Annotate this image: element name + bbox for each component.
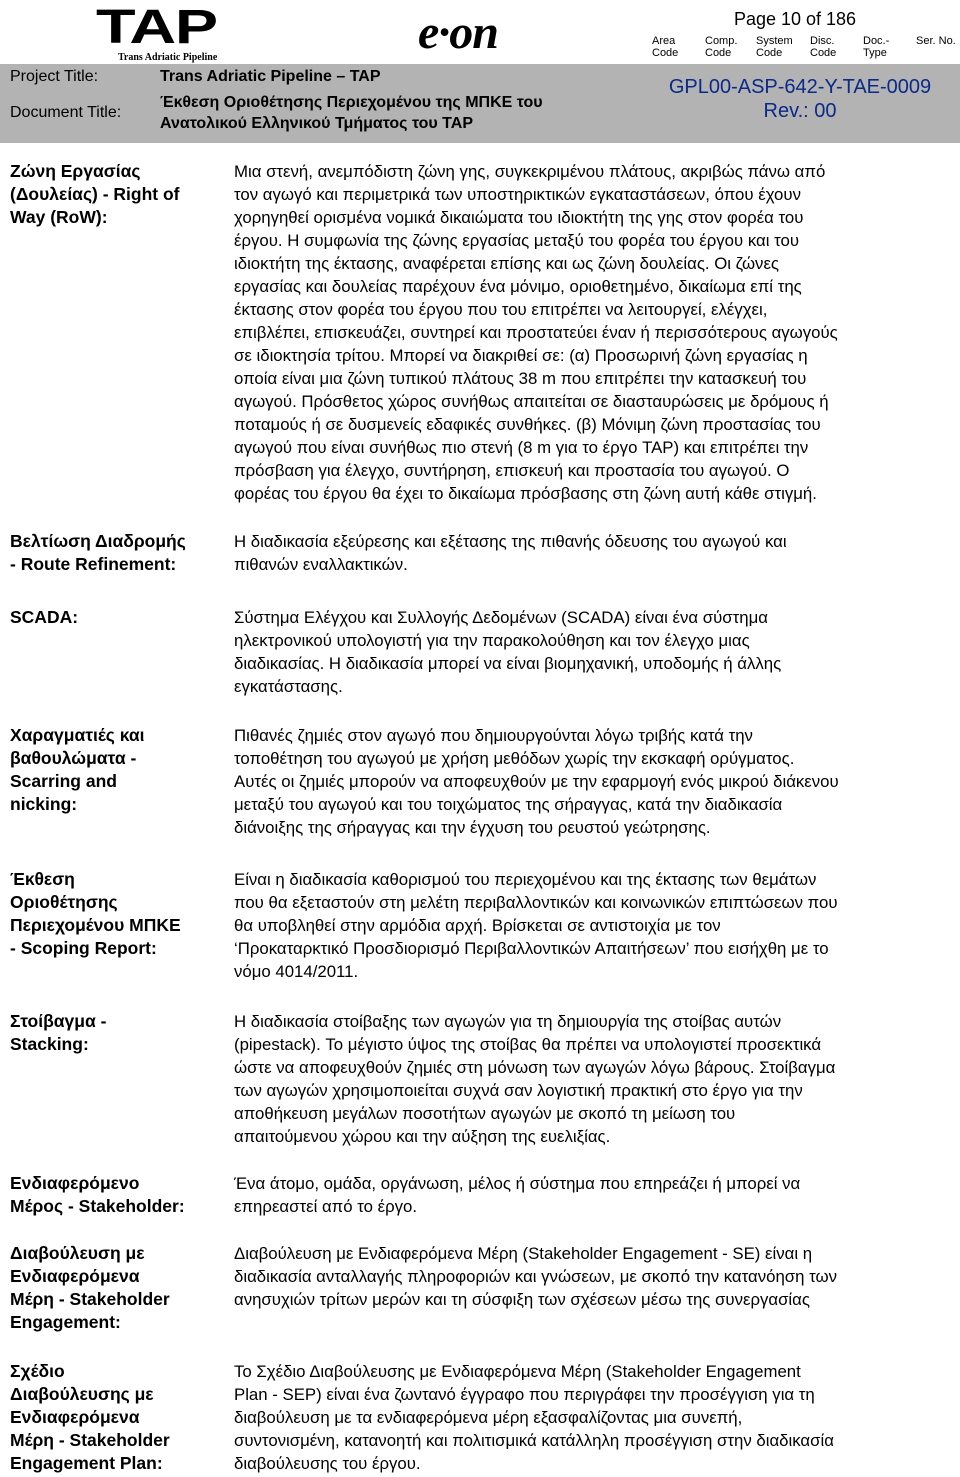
- term-line: Έκθεση: [10, 869, 75, 889]
- term-line: Βελτίωση Διαδρομής: [10, 531, 186, 551]
- glossary-definition: [234, 724, 958, 839]
- term-line: βαθουλώματα -: [10, 748, 137, 768]
- definition-line: που θα εξεταστούν στη μελέτη περιβαλλοντικών και κοινωνικών επιπτώσεων που: [234, 893, 838, 912]
- definition-line: Μια στενή, ανεμπόδιστη ζώνη γης, συγκεκριμένου πλάτους, ακριβώς πάνω από: [234, 162, 826, 181]
- term-line: Οριοθέτησης: [10, 892, 118, 912]
- definition-line: διαδικασία ανταλλαγής πληροφοριών και γνώσεων, με σκοπό την κατανόηση των: [234, 1267, 838, 1286]
- glossary-term: [10, 868, 222, 960]
- definition-line: αγωγού που είναι συνήθως πιο στενή (8 m για το έργο TAP) και επιτρέπει την: [234, 438, 809, 457]
- definition-line: τον αγωγό και περιμετρικά των υποστηρικτικών εγκαταστάσεων, όπου έχουν: [234, 185, 801, 204]
- term-line: Ενδιαφερόμενο: [10, 1173, 140, 1193]
- definition-line: χορηγηθεί ορισμένα νομικά δικαιώματα του ιδιοκτήτη της γης στον φορέα του: [234, 208, 804, 227]
- term-line: Χαραγματιές και: [10, 725, 145, 745]
- definition-line: ποταμούς ή σε δυσμενείς εδαφικές συνθήκες. (β) Μόνιμη ζώνη προστασίας του: [234, 415, 821, 434]
- code-system: System Code: [756, 35, 793, 59]
- code-area: Area Code: [652, 35, 679, 59]
- definition-line: φορέας του έργου θα έχει το δικαίωμα πρόσβασης στη ζώνη αυτή κάθε στιγμή.: [234, 484, 817, 503]
- definition-line: εργασίας και δουλείας παρέχουν ένα μόνιμο, οριοθετημένο, δικαίωμα επί της: [234, 277, 802, 296]
- glossary-term: [10, 530, 222, 576]
- term-line: Μέρη - Stakeholder: [10, 1430, 170, 1450]
- glossary-definition: [234, 1242, 958, 1311]
- definition-line: Σύστημα Ελέγχου και Συλλογής Δεδομένων (SCADA) είναι ένα σύστημα: [234, 608, 768, 627]
- revision-number: Rev.: 00: [763, 100, 837, 122]
- glossary-definition: [234, 1360, 958, 1475]
- glossary-term: [10, 1242, 222, 1334]
- eon-logo: e·on: [418, 6, 498, 59]
- definition-line: Plan - SEP) είναι ένα ζωντανό έγγραφο που περιγράφει την προσέγγιση για τη: [234, 1385, 815, 1404]
- definition-line: των αγωγών χρησιμοποιείται συχνά σαν λογιστική πρακτική στο έργο για την: [234, 1081, 803, 1100]
- term-line: Μέρη - Stakeholder: [10, 1289, 170, 1309]
- definition-line: έκτασης στον φορέα του έργου που του επιτρέπει να λειτουργεί, ελέγχει,: [234, 300, 768, 319]
- glossary-definition: [234, 530, 958, 576]
- code-type: Doc.- Type: [863, 35, 890, 59]
- definition-line: επηρεαστεί από το έργο.: [234, 1197, 418, 1216]
- code-disc: Disc. Code: [810, 35, 837, 59]
- definition-line: τοποθέτηση του αγωγού με χρήση μεθόδων χωρίς την εκσκαφή ορύγματος.: [234, 749, 795, 768]
- code-comp: Comp. Code: [705, 35, 738, 59]
- definition-line: αποθήκευση μεγάλων ποσοτήτων αγωγών με σκοπό τη μείωση του: [234, 1104, 736, 1123]
- term-line: Ενδιαφερόμενα: [10, 1266, 140, 1286]
- definition-line: αγωγού. Πρόσθετος χώρος συνήθως απαιτείται σε διασταυρώσεις με δρόμους ή: [234, 392, 829, 411]
- definition-line: Αυτές οι ζημιές μπορούν να αποφευχθούν με την εφαρμογή ενός μικρού διάκενου: [234, 772, 839, 791]
- definition-line: μεταξύ του αγωγού και του τοιχώματος της σήραγγας, κατά την διαδικασία: [234, 795, 783, 814]
- term-line: - Route Refinement:: [10, 554, 177, 574]
- glossary-term: [10, 1360, 222, 1475]
- glossary-definition: [234, 1172, 958, 1218]
- definition-line: απαιτούμενου χώρου και την αύξηση της ευελιξίας.: [234, 1127, 611, 1146]
- project-title-label: Project Title:: [10, 68, 99, 85]
- definition-line: Η διαδικασία στοίβαξης των αγωγών για τη δημιουργία της στοίβας αυτών: [234, 1012, 782, 1031]
- definition-line: έργου. Η συμφωνία της ζώνης εργασίας μεταξύ του φορέα του έργου και του: [234, 231, 800, 250]
- glossary-definition: [234, 868, 958, 983]
- document-title-label: Document Title:: [10, 104, 122, 121]
- definition-line: Το Σχέδιο Διαβούλευσης με Ενδιαφερόμενα Μέρη (Stakeholder Engagement: [234, 1362, 801, 1381]
- definition-line: εγκατάστασης.: [234, 677, 343, 696]
- definition-line: θα υποβληθεί στην αρμόδια αρχή. Βρίσκεται σε αντιστοιχία με τον: [234, 916, 721, 935]
- definition-line: ιδιοκτήτη της έκτασης, αναφέρεται επίσης και ως ζώνη δουλείας. Οι ζώνες: [234, 254, 780, 273]
- definition-line: διαδικασίας. Η διαδικασία μπορεί να είναι βιομηχανική, υποδομής ή άλλης: [234, 654, 782, 673]
- term-line: (Δουλείας) - Right of: [10, 184, 180, 204]
- document-header: [0, 0, 960, 143]
- page-indicator: Page 10 of 186: [733, 9, 857, 29]
- definition-line: οποία είναι μια ζώνη τυπικού πλάτους 38 m που επιτρέπει την κατασκευή του: [234, 369, 807, 388]
- definition-line: Είναι η διαδικασία καθορισμού του περιεχομένου και της έκτασης των θεμάτων: [234, 870, 817, 889]
- definition-line: Πιθανές ζημιές στον αγωγό που δημιουργούνται λόγω τριβής κατά την: [234, 726, 753, 745]
- term-line: SCADA:: [10, 607, 79, 627]
- document-title-line1: Έκθεση Οριοθέτησης Περιεχομένου της ΜΠΚΕ του: [160, 94, 543, 111]
- term-line: Σχέδιο: [10, 1361, 65, 1381]
- definition-line: Η διαδικασία εξεύρεσης και εξέτασης της πιθανής όδευσης του αγωγού και: [234, 532, 787, 551]
- glossary-definition: [234, 606, 958, 698]
- term-line: Stacking:: [10, 1034, 89, 1054]
- glossary-term: [10, 1172, 222, 1218]
- glossary-term: [10, 160, 222, 229]
- glossary-term: [10, 606, 222, 629]
- glossary-definition: [234, 160, 958, 505]
- term-line: Engagement Plan:: [10, 1453, 163, 1473]
- code-ser: Ser. No.: [916, 35, 956, 47]
- definition-line: διάνοιξης της σήραγγας και την έγχυση του ρευστού γεώτρησης.: [234, 818, 711, 837]
- term-line: Στοίβαγμα -: [10, 1011, 107, 1031]
- definition-line: σε ιδιοκτησία τρίτου. Μπορεί να διακριθεί σε: (α) Προσωρινή ζώνη εργασίας η: [234, 346, 808, 365]
- definition-line: ανησυχιών τρίτων μερών και τη σύσφιξη των σχέσεων μέσω της συνεργασίας: [234, 1290, 810, 1309]
- term-line: Περιεχομένου ΜΠΚΕ: [10, 915, 181, 935]
- glossary-definition: [234, 1010, 958, 1148]
- definition-line: νόμο 4014/2011.: [234, 962, 359, 981]
- term-line: Scarring and: [10, 771, 117, 791]
- project-title-value: Trans Adriatic Pipeline – TAP: [160, 68, 381, 85]
- definition-line: πρόσβαση για έλεγχο, συντήρηση, επισκευή και προστασία του αγωγού. Ο: [234, 461, 790, 480]
- term-line: Μέρος - Stakeholder:: [10, 1196, 185, 1216]
- definition-line: ηλεκτρονικού υπολογιστή για την παρακολούθηση και τον έλεγχο μιας: [234, 631, 750, 650]
- definition-line: επιβλέπει, επισκευάζει, συντηρεί και προστατεύει έναν ή περισσότερους αγωγούς: [234, 323, 838, 342]
- term-line: Ενδιαφερόμενα: [10, 1407, 140, 1427]
- definition-line: πιθανών εναλλακτικών.: [234, 555, 408, 574]
- term-line: Engagement:: [10, 1312, 121, 1332]
- document-number: GPL00-ASP-642-Y-TAE-0009: [668, 76, 932, 98]
- term-line: - Scoping Report:: [10, 938, 157, 958]
- definition-line: ώστε να αποφευχθούν ζημιές στη μόνωση των αγωγών λόγω βάρους. Στοίβαγμα: [234, 1058, 836, 1077]
- document-title-line2: Ανατολικού Ελληνικού Τμήματος του TAP: [160, 115, 473, 132]
- code-columns: [640, 35, 956, 63]
- term-line: Way (RoW):: [10, 207, 108, 227]
- tap-logo: TAP Trans Adriatic Pipeline: [96, 1, 218, 63]
- definition-line: συντονισμένη, κατανοητή και πολιτισμικά κατάλληλη προσέγγιση στην διαδικασία: [234, 1431, 834, 1450]
- definition-line: Ένα άτομο, ομάδα, οργάνωση, μέλος ή σύστημα που επηρεάζει ή μπορεί να: [234, 1174, 801, 1193]
- definition-line: (pipestack). Το μέγιστο ύψος της στοίβας θα πρέπει να υπολογιστεί προσεκτικά: [234, 1035, 822, 1054]
- term-line: Ζώνη Εργασίας: [10, 161, 141, 181]
- definition-line: διαβούλευσης του έργου.: [234, 1454, 421, 1473]
- definition-line: διαβούλευση με τα ενδιαφερόμενα μέρη εξασφαλίζοντας μια συνεπή,: [234, 1408, 743, 1427]
- header-top-band: [0, 0, 960, 62]
- glossary-term: [10, 1010, 222, 1056]
- glossary-term: [10, 724, 222, 816]
- term-line: Διαβούλευσης με: [10, 1384, 154, 1404]
- definition-line: Διαβούλευση με Ενδιαφερόμενα Μέρη (Stakeholder Engagement - SE) είναι η: [234, 1244, 813, 1263]
- term-line: nicking:: [10, 794, 78, 814]
- term-line: Διαβούλευση με: [10, 1243, 145, 1263]
- definition-line: ‘Προκαταρκτικό Προσδιορισμό Περιβαλλοντικών Απαιτήσεων’ που εισήχθη με το: [234, 939, 829, 958]
